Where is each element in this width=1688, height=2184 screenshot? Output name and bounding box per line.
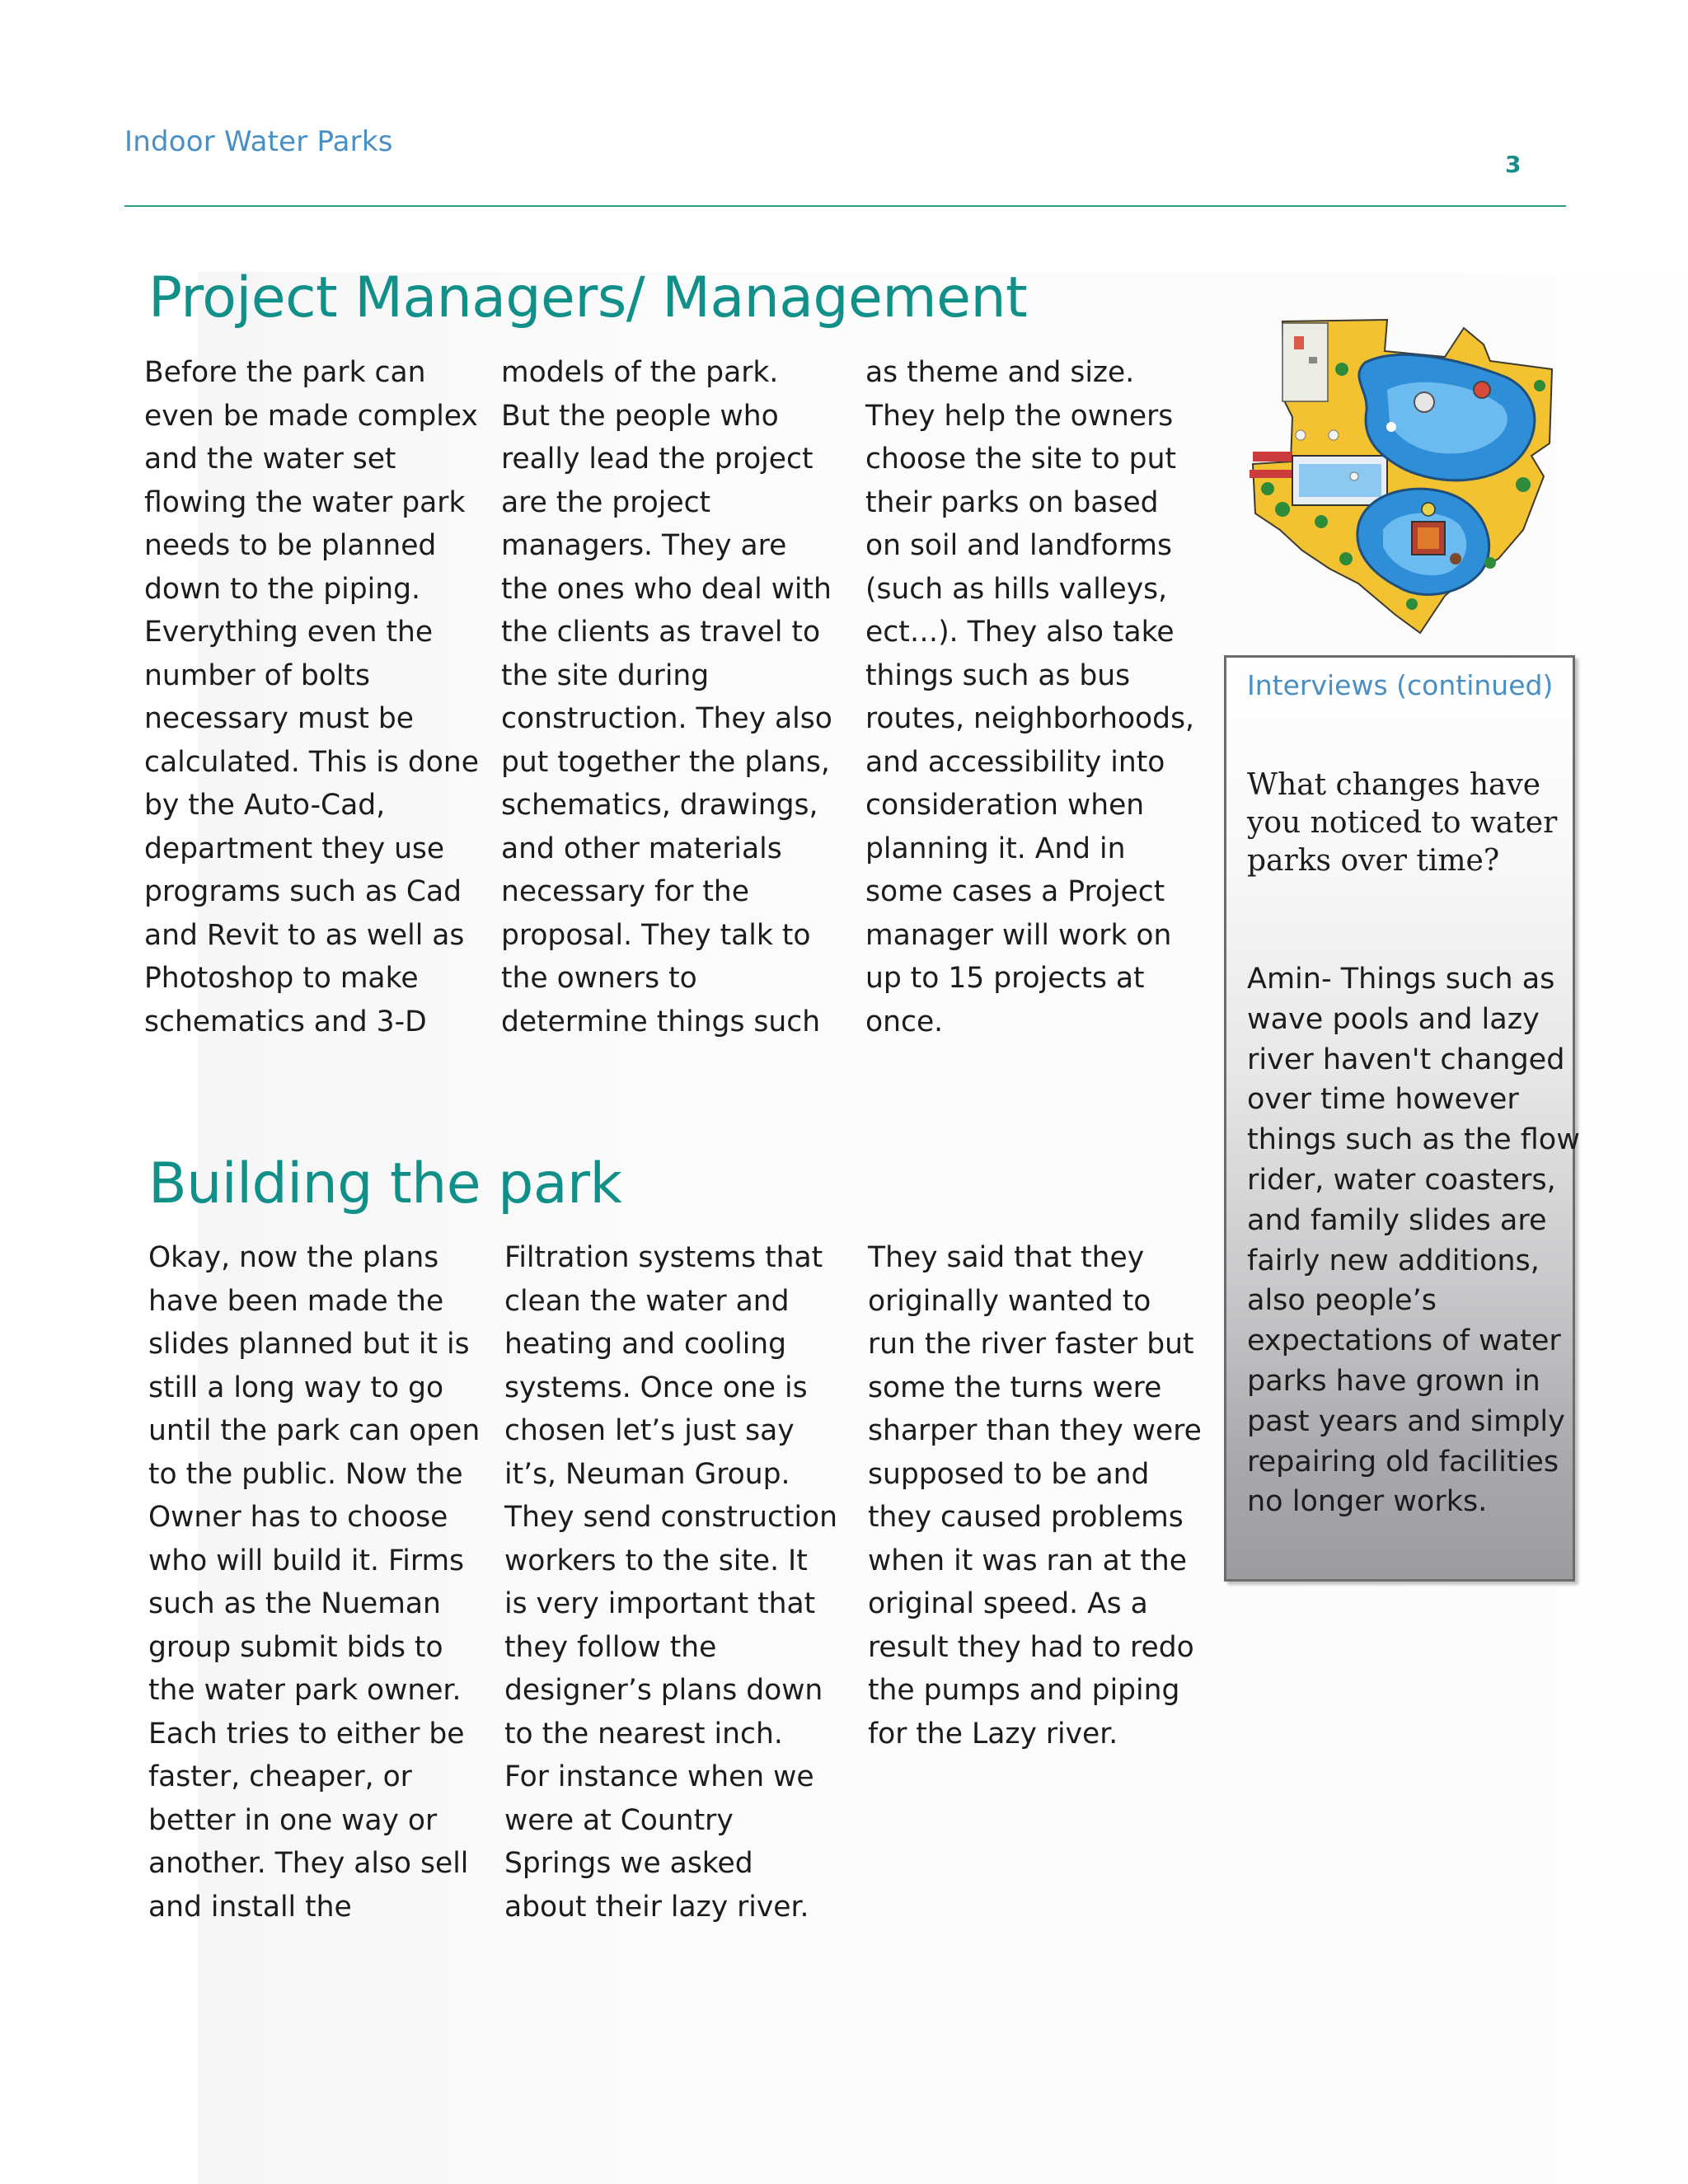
- text-line: What changes have: [1247, 768, 1541, 802]
- text-line: were at Country: [504, 1803, 734, 1837]
- text-line: and the water set: [144, 443, 396, 476]
- text-line: and accessibility into: [865, 745, 1165, 779]
- text-line: who will build it. Firms: [148, 1544, 465, 1577]
- text-line: once.: [865, 1005, 944, 1038]
- text-line: They said that they: [868, 1241, 1145, 1274]
- text-line: the site during: [501, 658, 710, 692]
- text-line: and install the: [148, 1890, 352, 1924]
- text-line: planning it. And in: [865, 832, 1126, 865]
- text-line: for the Lazy river.: [868, 1717, 1118, 1750]
- text-line: it’s, Neuman Group.: [504, 1457, 790, 1491]
- text-line: the clients as travel to: [501, 616, 821, 649]
- text-line: the owners to: [501, 962, 697, 995]
- text-line: better in one way or: [148, 1803, 438, 1837]
- text-line: also people’s: [1247, 1284, 1437, 1318]
- text-line: original speed. As a: [868, 1587, 1148, 1620]
- text-line: by the Auto-Cad,: [144, 789, 386, 822]
- header-divider: [124, 205, 1566, 207]
- text-line: as theme and size.: [865, 356, 1135, 389]
- text-line: repairing old facilities: [1247, 1445, 1559, 1479]
- text-line: designer’s plans down: [504, 1674, 823, 1707]
- text-line: about their lazy river.: [504, 1890, 809, 1924]
- text-line: still a long way to go: [148, 1371, 444, 1404]
- article-column-2: [501, 351, 832, 1043]
- article-column-6: [868, 1236, 1202, 1755]
- text-line: some the turns were: [868, 1371, 1162, 1404]
- text-line: wave pools and lazy: [1247, 1002, 1540, 1036]
- text-line: over time however: [1247, 1083, 1519, 1117]
- text-line: things such as the flow: [1247, 1123, 1580, 1157]
- text-line: some cases a Project: [865, 875, 1165, 908]
- text-line: programs such as Cad: [144, 875, 462, 908]
- interview-answer: [1247, 959, 1580, 1522]
- text-line: another. They also sell: [148, 1847, 469, 1880]
- text-line: the water park owner.: [148, 1674, 462, 1707]
- text-line: the pumps and piping: [868, 1674, 1180, 1707]
- text-line: fairly new additions,: [1247, 1244, 1540, 1277]
- text-line: is very important that: [504, 1587, 816, 1620]
- article-column-5: [504, 1236, 838, 1929]
- text-line: needs to be planned: [144, 529, 437, 562]
- text-line: the ones who deal with: [501, 572, 832, 606]
- text-line: past years and simply: [1247, 1404, 1565, 1438]
- text-line: Okay, now the plans: [148, 1241, 439, 1274]
- article-column-3: [865, 351, 1195, 1043]
- text-line: necessary must be: [144, 702, 415, 735]
- text-line: and Revit to as well as: [144, 918, 465, 952]
- text-line: necessary for the: [501, 875, 749, 908]
- text-line: ect…). They also take: [865, 616, 1175, 649]
- text-line: have been made the: [148, 1284, 444, 1318]
- text-line: are the project: [501, 485, 711, 519]
- text-line: until the park can open: [148, 1414, 481, 1447]
- text-line: supposed to be and: [868, 1457, 1150, 1491]
- interview-question: [1247, 766, 1560, 880]
- text-line: models of the park.: [501, 356, 779, 389]
- text-line: slides planned but it is: [148, 1328, 470, 1361]
- section-title-project-managers: Project Managers/ Management: [148, 265, 1028, 330]
- text-line: really lead the project: [501, 443, 814, 476]
- text-line: Amin- Things such as: [1247, 963, 1555, 996]
- text-line: down to the piping.: [144, 572, 420, 606]
- text-line: things such as bus: [865, 658, 1131, 692]
- water-park-site-plan-image: [1243, 312, 1560, 645]
- text-line: routes, neighborhoods,: [865, 702, 1195, 735]
- text-line: parks over time?: [1247, 844, 1500, 878]
- text-line: Springs we asked: [504, 1847, 753, 1880]
- text-line: chosen let’s just say: [504, 1414, 795, 1447]
- running-header-title: Indoor Water Parks: [124, 125, 393, 158]
- text-line: For instance when we: [504, 1760, 814, 1793]
- text-line: to the public. Now the: [148, 1457, 463, 1491]
- text-line: parks have grown in: [1247, 1364, 1540, 1398]
- text-line: Owner has to choose: [148, 1501, 448, 1534]
- text-line: and family slides are: [1247, 1203, 1547, 1237]
- text-line: schematics and 3-D: [144, 1005, 427, 1038]
- text-line: (such as hills valleys,: [865, 572, 1168, 606]
- text-line: proposal. They talk to: [501, 918, 811, 952]
- section-title-building-the-park: Building the park: [148, 1151, 622, 1216]
- text-line: such as the Nueman: [148, 1587, 441, 1620]
- text-line: department they use: [144, 832, 445, 865]
- text-line: up to 15 projects at: [865, 962, 1145, 995]
- text-line: to the nearest inch.: [504, 1717, 783, 1750]
- text-line: rider, water coasters,: [1247, 1163, 1556, 1197]
- text-line: manager will work on: [865, 918, 1172, 952]
- page-number: 3: [1505, 151, 1522, 178]
- text-line: sharper than they were: [868, 1414, 1202, 1447]
- text-line: run the river faster but: [868, 1328, 1194, 1361]
- sidebar-title: Interviews (continued): [1247, 669, 1554, 701]
- text-line: put together the plans,: [501, 745, 830, 779]
- text-line: on soil and landforms: [865, 529, 1172, 562]
- text-line: when it was ran at the: [868, 1544, 1187, 1577]
- article-column-1: [144, 351, 479, 1043]
- text-line: Filtration systems that: [504, 1241, 823, 1274]
- text-line: calculated. This is done: [144, 745, 479, 779]
- text-line: they caused problems: [868, 1501, 1184, 1534]
- text-line: choose the site to put: [865, 443, 1176, 476]
- text-line: managers. They are: [501, 529, 787, 562]
- text-line: They help the owners: [865, 399, 1174, 433]
- text-line: even be made complex: [144, 399, 478, 433]
- text-line: systems. Once one is: [504, 1371, 808, 1404]
- text-line: flowing the water park: [144, 485, 466, 519]
- text-line: group submit bids to: [148, 1630, 443, 1664]
- text-line: Each tries to either be: [148, 1717, 465, 1750]
- text-line: result they had to redo: [868, 1630, 1194, 1664]
- text-line: clean the water and: [504, 1284, 790, 1318]
- text-line: schematics, drawings,: [501, 789, 818, 822]
- text-line: They send construction: [504, 1501, 838, 1534]
- text-line: no longer works.: [1247, 1485, 1488, 1519]
- text-line: and other materials: [501, 832, 782, 865]
- text-line: workers to the site. It: [504, 1544, 808, 1577]
- text-line: faster, cheaper, or: [148, 1760, 412, 1793]
- text-line: heating and cooling: [504, 1328, 787, 1361]
- text-line: their parks on based: [865, 485, 1159, 519]
- text-line: river haven't changed: [1247, 1043, 1565, 1076]
- text-line: consideration when: [865, 789, 1145, 822]
- text-line: expectations of water: [1247, 1324, 1561, 1358]
- text-line: determine things such: [501, 1005, 821, 1038]
- text-line: Everything even the: [144, 616, 434, 649]
- text-line: Before the park can: [144, 356, 426, 389]
- text-line: originally wanted to: [868, 1284, 1151, 1318]
- text-line: construction. They also: [501, 702, 832, 735]
- article-column-4: [148, 1236, 481, 1929]
- interviews-sidebar: [1224, 655, 1580, 1582]
- text-line: you noticed to water: [1247, 806, 1558, 840]
- text-line: number of bolts: [144, 658, 370, 692]
- text-line: But the people who: [501, 399, 779, 433]
- text-line: they follow the: [504, 1630, 717, 1664]
- text-line: Photoshop to make: [144, 962, 419, 995]
